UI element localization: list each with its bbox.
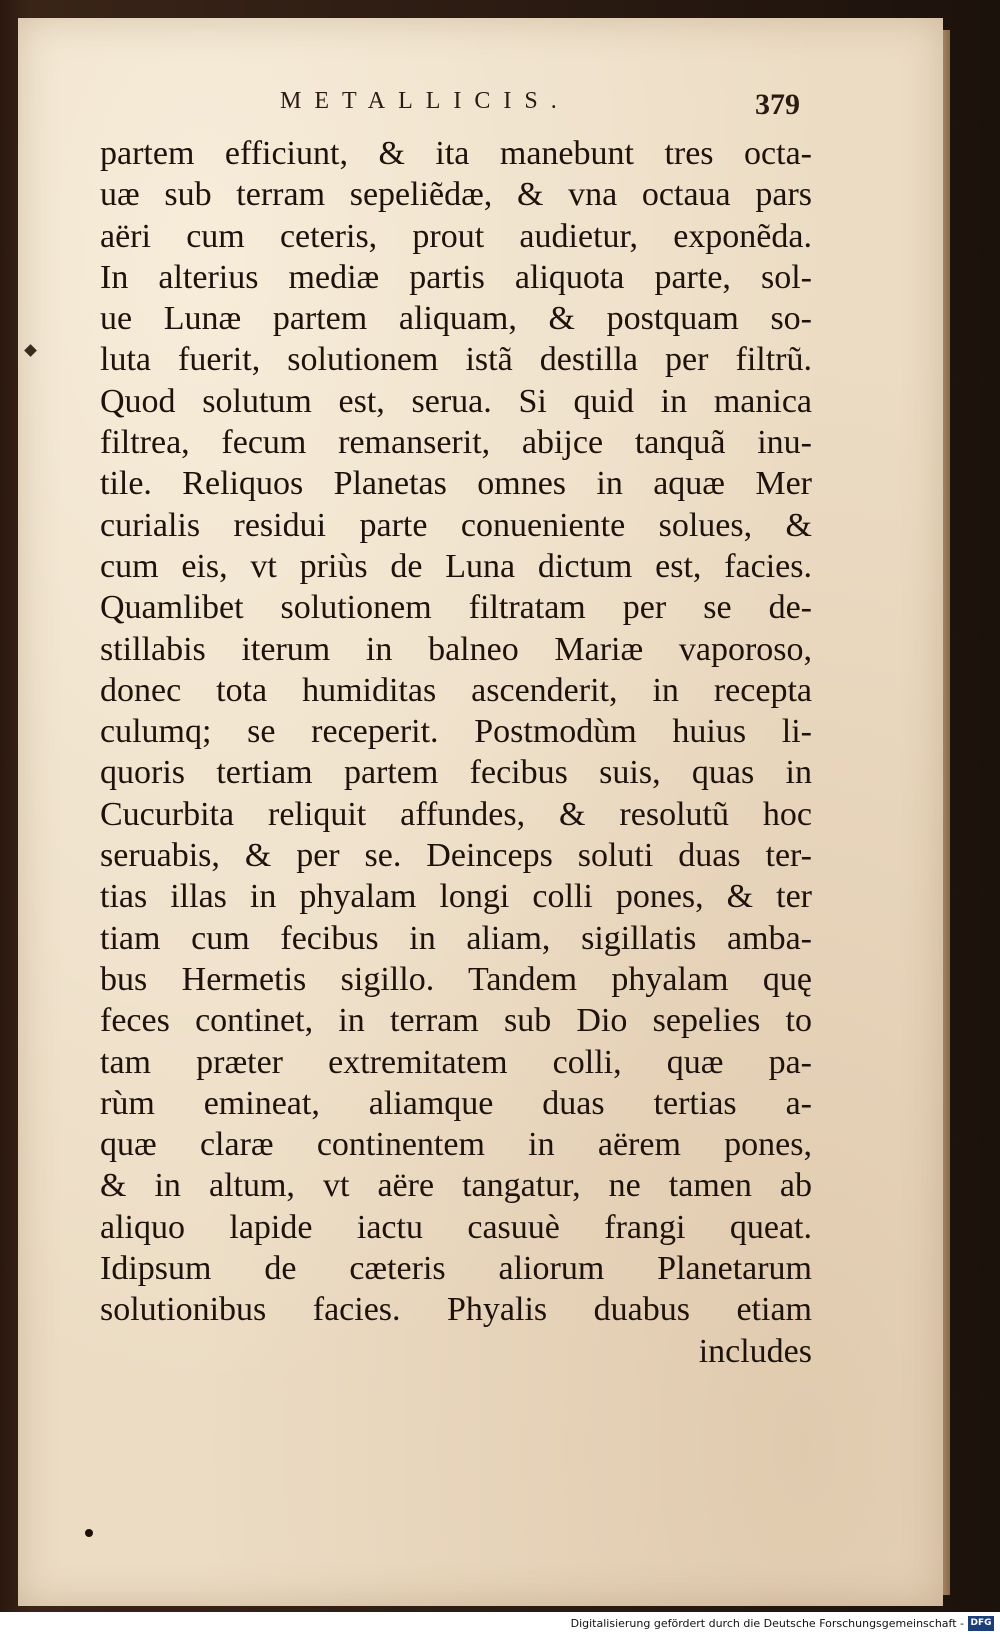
text-line: aliquo lapide iactu casuuè frangi queat. — [100, 1208, 812, 1246]
text-line: uæ sub terram sepeliẽdæ, & vna octaua pars — [100, 176, 812, 214]
text-line: filtrea, fecum remanserit, abijce tanquã inu- — [100, 424, 812, 462]
text-line: & in altum, vt aëre tangatur, ne tamen ab — [100, 1167, 812, 1205]
text-line: donec tota humiditas ascenderit, in recepta — [100, 671, 812, 709]
text-line: culumq; se receperit. Postmodùm huius li- — [100, 713, 812, 751]
text-line: bus Hermetis sigillo. Tandem phyalam quę — [100, 960, 812, 998]
text-line: Idipsum de cæteris aliorum Planetarum — [100, 1250, 812, 1288]
text-line: tiam cum fecibus in aliam, sigillatis amba- — [100, 919, 812, 957]
text-line: cum eis, vt priùs de Luna dictum est, facies. — [100, 547, 812, 585]
text-line: tam præter extremitatem colli, quæ pa- — [100, 1043, 812, 1081]
digitization-footer — [0, 1612, 1000, 1637]
ink-dot — [85, 1529, 93, 1537]
text-line: Quod solutum est, serua. Si quid in manica — [100, 382, 812, 420]
text-line: seruabis, & per se. Deinceps soluti duas ter- — [100, 837, 812, 875]
text-line: tile. Reliquos Planetas omnes in aquæ Mer — [100, 465, 812, 503]
text-line: curialis residui parte conueniente solues, & — [100, 506, 812, 544]
catchword: includes — [698, 1332, 812, 1370]
text-line: partem efficiunt, & ita manebunt tres octa- — [100, 135, 812, 172]
running-head — [280, 88, 800, 128]
page-number: 379 — [755, 88, 800, 121]
text-line: quæ claræ continentem in aërem pones, — [100, 1126, 812, 1164]
text-line: solutionibus facies. Phyalis duabus etiam — [100, 1291, 812, 1329]
margin-mark — [24, 344, 37, 357]
text-line: luta fuerit, solutionem istã destilla per filtrũ. — [100, 341, 812, 379]
text-line: aëri cum ceteris, prout audietur, exponẽda. — [100, 217, 812, 255]
text-line: tias illas in phyalam longi colli pones, & ter — [100, 878, 812, 916]
text-line: ue Lunæ partem aliquam, & postquam so- — [100, 300, 812, 338]
text-line: stillabis iterum in balneo Mariæ vaporoso, — [100, 630, 812, 668]
text-line: rùm emineat, aliamque duas tertias a- — [100, 1084, 812, 1122]
text-line: feces continet, in terram sub Dio sepelies to — [100, 1002, 812, 1040]
body-text — [100, 133, 812, 1372]
footer-credit: Digitalisierung gefördert durch die Deutsche Forschungsgemeinschaft - — [570, 1617, 964, 1630]
dfg-logo: DFG — [968, 1616, 994, 1631]
text-line: Cucurbita reliquit affundes, & resolutũ hoc — [100, 795, 812, 833]
text-line: Quamlibet solutionem filtratam per se de- — [100, 589, 812, 627]
running-title: METALLICIS. — [280, 88, 570, 114]
text-line: quoris tertiam partem fecibus suis, quas in — [100, 754, 812, 792]
text-line: In alterius mediæ partis aliquota parte, sol- — [100, 258, 812, 296]
